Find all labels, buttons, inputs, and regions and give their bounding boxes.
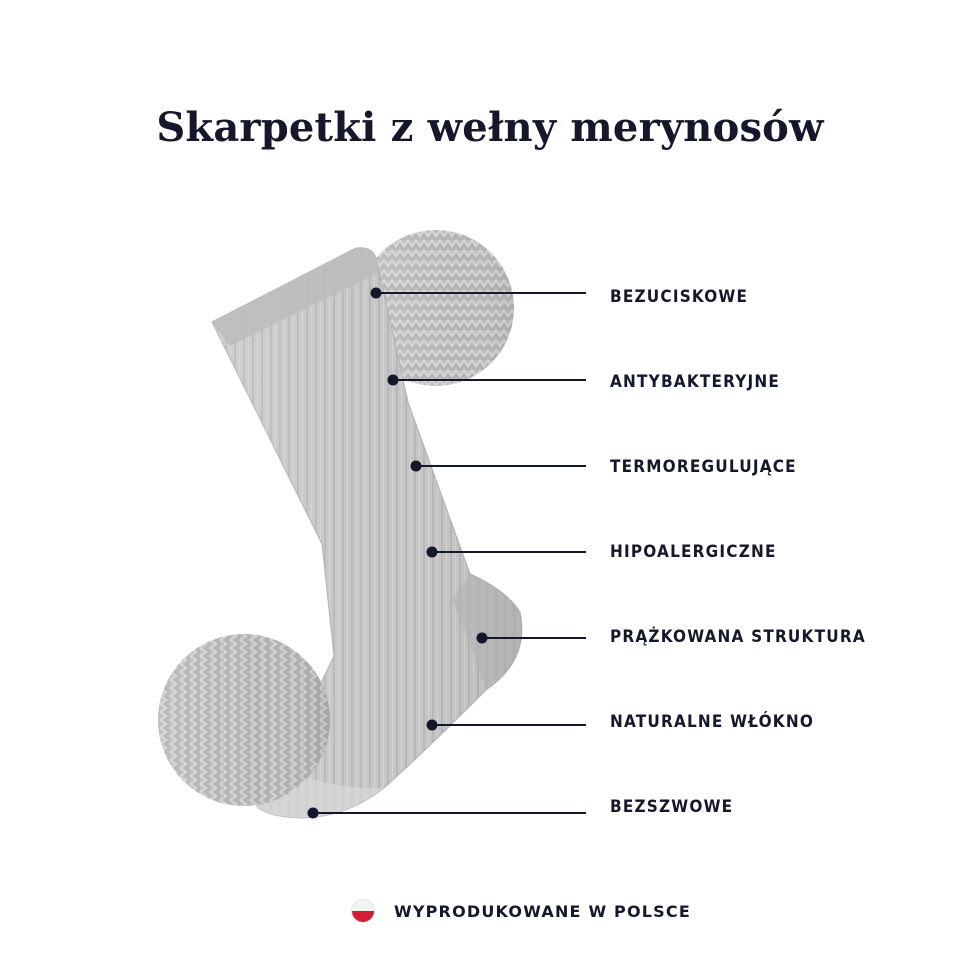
feature-label-bezszwowe: BEZSZWOWE (610, 797, 734, 817)
feature-label-termoregulujace: TERMOREGULUJĄCE (610, 457, 797, 477)
feature-label-prazkowana-struktura: PRĄŻKOWANA STRUKTURA (610, 627, 866, 647)
made-in-poland-badge (352, 898, 691, 924)
feature-label-antybakteryjne: ANTYBAKTERYJNE (610, 372, 781, 392)
feature-label-naturalne-wlokno: NATURALNE WŁÓKNO (610, 712, 815, 732)
feature-label-hipoalergiczne: HIPOALERGICZNE (610, 542, 777, 562)
feature-label-bezuciskowe: BEZUCISKOWE (610, 287, 749, 307)
page-title: Skarpetki z wełny merynosów (156, 104, 824, 151)
made-in-poland-text: WYPRODUKOWANE W POLSCE (394, 901, 691, 921)
poland-flag-icon (352, 900, 374, 922)
